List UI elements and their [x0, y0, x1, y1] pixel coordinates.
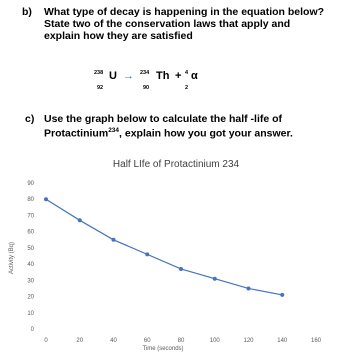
alpha-mass-number: 4: [185, 70, 189, 76]
data-point: [247, 286, 251, 290]
uranium-symbol: U: [109, 70, 117, 82]
y-tick-label: 50: [27, 245, 34, 252]
x-axis-ticks: [44, 338, 321, 344]
alpha-atomic-number: 2: [185, 85, 189, 91]
y-tick-label: 0: [30, 327, 34, 333]
data-point: [145, 252, 149, 256]
reaction-arrow: →: [123, 70, 134, 82]
series-line: [46, 199, 282, 295]
data-point: [44, 197, 48, 201]
question-c-label: c): [25, 113, 35, 125]
y-tick-label: 90: [27, 181, 34, 187]
y-tick-label: 10: [27, 310, 34, 317]
question-c: [25, 113, 350, 139]
data-series: [44, 197, 284, 297]
question-c-line-2: [44, 125, 350, 140]
question-c-element: Protactinium: [44, 127, 109, 140]
question-c-line-1: Use the graph below to calculate the half -life of: [44, 113, 283, 125]
question-b-line-2: State two of the conservation laws that apply and: [44, 18, 291, 30]
y-tick-label: 60: [27, 229, 34, 236]
question-c-mass-number: 234: [108, 127, 120, 134]
chart-title: Half LIfe of Protactinium 234: [112, 159, 240, 170]
y-tick-label: 70: [27, 213, 34, 220]
x-tick-label: 60: [143, 338, 151, 344]
x-tick-label: 100: [209, 338, 220, 344]
x-tick-label: 40: [110, 338, 117, 344]
thorium-atomic-number: 90: [143, 85, 150, 91]
y-tick-label: 20: [27, 294, 34, 301]
y-tick-label: 30: [27, 278, 34, 285]
question-c-line-2-end: , explain how you got your answer.: [119, 127, 293, 140]
uranium-mass-number: 238: [94, 70, 104, 76]
decay-equation: [0, 0, 350, 110]
data-point: [179, 267, 183, 271]
question-c-text: [44, 113, 350, 140]
x-tick-label: 140: [277, 338, 288, 344]
x-tick-label: 0: [44, 338, 48, 344]
data-point: [112, 238, 116, 242]
x-axis-label: Time (seconds): [142, 346, 184, 352]
y-tick-label: 40: [27, 262, 34, 269]
question-b-line-1: What type of decay is happening in the equation below?: [44, 6, 325, 18]
uranium-atomic-number: 92: [97, 85, 104, 91]
plus-sign: +: [175, 70, 182, 82]
x-tick-label: 160: [310, 338, 322, 344]
data-point: [78, 218, 82, 222]
data-point: [213, 277, 217, 281]
alpha-symbol: α: [191, 70, 198, 82]
x-tick-label: 20: [76, 338, 84, 344]
y-tick-label: 80: [27, 197, 34, 204]
y-axis-ticks: [27, 181, 34, 333]
y-axis-label: Activity (Bq): [9, 241, 15, 275]
data-point: [280, 293, 284, 297]
half-life-chart: [0, 150, 350, 354]
x-tick-label: 120: [243, 338, 254, 344]
question-b-label: b): [22, 6, 32, 18]
x-tick-label: 80: [177, 338, 185, 344]
thorium-mass-number: 234: [140, 70, 150, 76]
question-b-line-3: explain how they are satisfied: [44, 30, 193, 42]
thorium-symbol: Th: [156, 70, 170, 82]
